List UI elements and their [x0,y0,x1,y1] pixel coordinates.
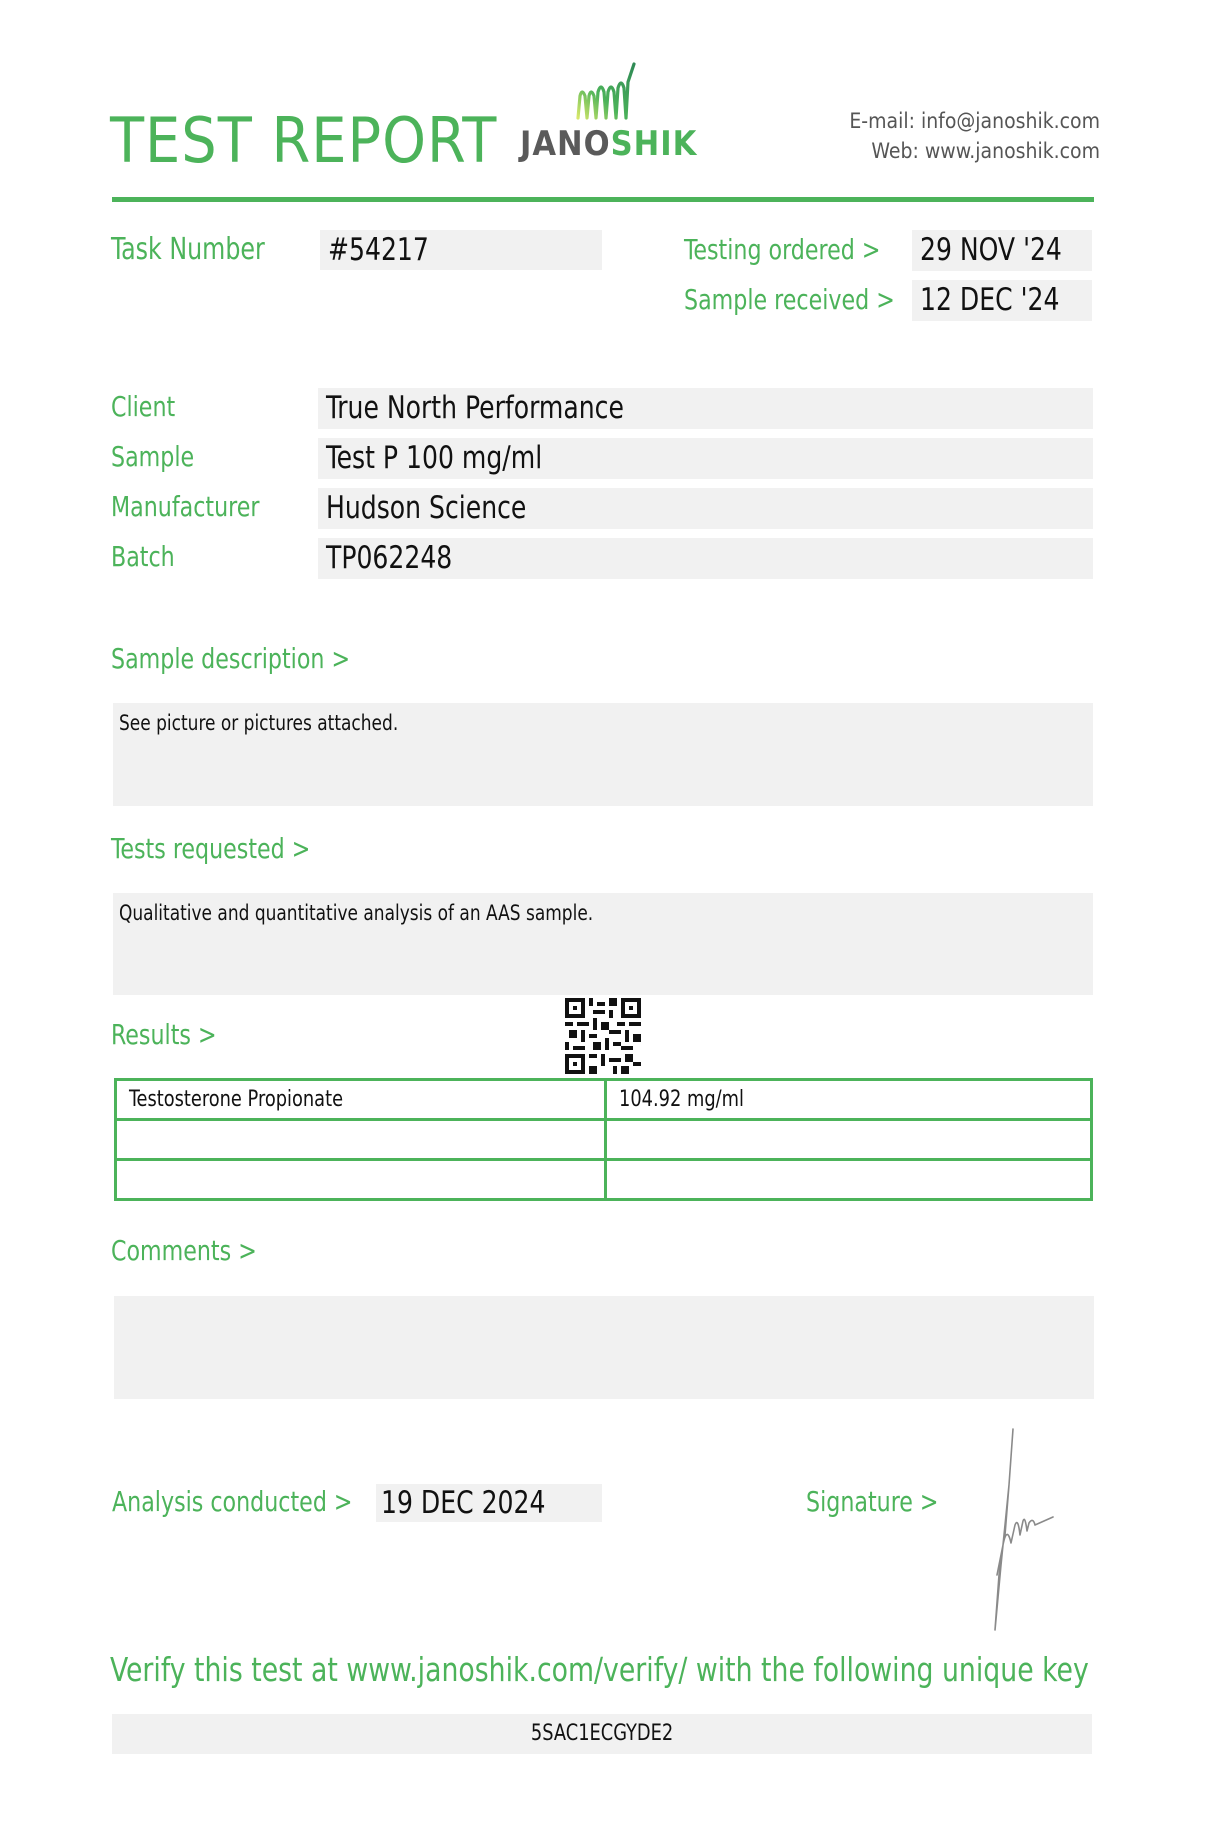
qr-code-icon [565,998,641,1074]
result-substance [116,1160,606,1200]
table-row [116,1120,1092,1160]
batch-label: Batch [111,540,175,573]
sample-value: Test P 100 mg/ml [318,438,1093,479]
result-substance [116,1120,606,1160]
result-amount [606,1160,1092,1200]
signature-label: Signature > [806,1485,939,1518]
sample-description-label: Sample description > [111,642,351,675]
analysis-conducted-label: Analysis conducted > [112,1485,353,1518]
verify-instructions: Verify this test at www.janoshik.com/verify/ with the following unique key [110,1650,1089,1689]
contact-info [849,106,1100,166]
manufacturer-label: Manufacturer [111,490,260,523]
comments-box [114,1296,1094,1399]
contact-web[interactable]: Web: www.janoshik.com [871,139,1100,163]
results-table [114,1078,1093,1201]
sample-received-value: 12 DEC '24 [912,280,1092,321]
sample-description-box: See picture or pictures attached. [113,703,1093,806]
tests-requested-label: Tests requested > [111,832,311,865]
contact-email[interactable]: E-mail: info@janoshik.com [849,109,1100,133]
testing-ordered-label: Testing ordered > [684,233,881,266]
janoshik-logo [520,62,698,167]
signature-icon [975,1425,1065,1635]
result-amount [606,1120,1092,1160]
tests-requested-box: Qualitative and quantitative analysis of an AAS sample. [113,893,1093,995]
testing-ordered-value: 29 NOV '24 [912,230,1092,271]
client-label: Client [111,390,176,423]
logo-text-jano: JANO [520,124,611,164]
unique-key[interactable]: 5SAC1ECGYDE2 [112,1714,1092,1754]
sample-label: Sample [111,440,195,473]
header-divider [112,197,1094,202]
page-title: TEST REPORT [110,104,498,177]
task-number-value: #54217 [320,230,602,270]
sample-received-label: Sample received > [684,283,895,316]
analysis-conducted-value: 19 DEC 2024 [376,1484,602,1522]
result-amount: 104.92 mg/ml [606,1080,1092,1120]
manufacturer-value: Hudson Science [318,488,1093,529]
logo-text-shik: SHIK [610,124,698,164]
task-number-label: Task Number [111,232,265,267]
results-label: Results > [111,1018,217,1051]
chart-bars-logo-icon [572,62,652,124]
batch-value: TP062248 [318,538,1093,579]
client-value: True North Performance [318,388,1093,429]
table-row [116,1160,1092,1200]
result-substance: Testosterone Propionate [116,1080,606,1120]
table-row [116,1080,1092,1120]
comments-label: Comments > [111,1234,257,1267]
